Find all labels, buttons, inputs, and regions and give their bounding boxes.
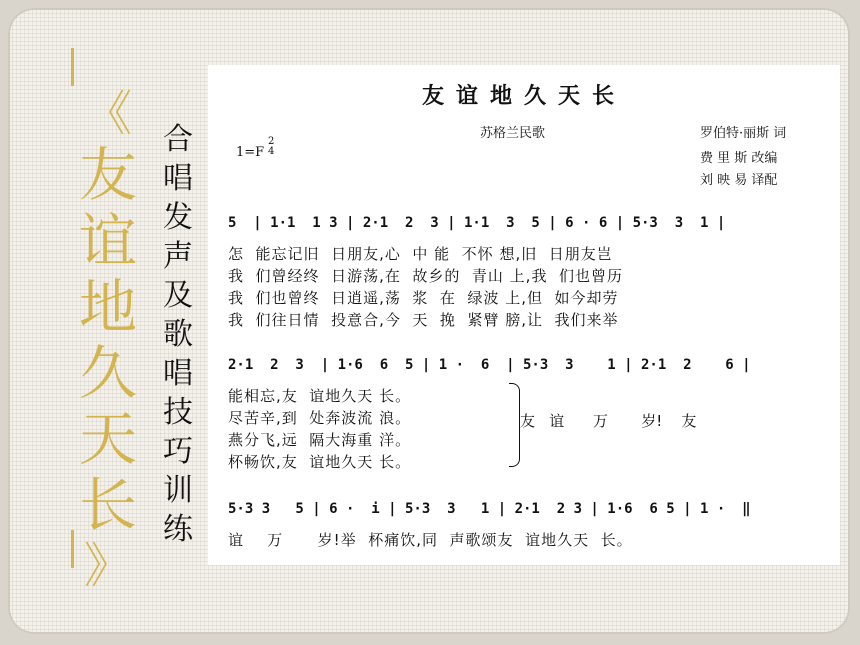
credit-translator: 刘 映 易 译配: [700, 173, 778, 188]
decorative-line-top: [71, 48, 74, 86]
time-top: 2: [268, 136, 275, 147]
subtitle-char: 及: [163, 278, 193, 313]
sheet-music: [208, 65, 840, 565]
lyrics-line-1-verse-4: 我 们往日情 投意合,今 天 挽 紧臂 膀,让 我们来举: [228, 311, 619, 329]
subtitle-char: 唱: [163, 161, 193, 196]
notation-line-3: 5·3 3 5 | 6 · i | 5·3 3 1 | 2·1 2 3 | 1·6 6 5 | 1 · ‖: [228, 501, 751, 517]
time-bottom: 4: [268, 146, 275, 157]
subtitle-char: 巧: [163, 434, 193, 469]
subtitle-char: 练: [163, 512, 193, 547]
song-origin: 苏格兰民歌: [480, 126, 546, 141]
notation-line-2: 2·1 2 3 | 1·6 6 5 | 1 · 6 | 5·3 3 1 | 2·1 2 6 |: [228, 357, 751, 373]
vertical-title: [72, 86, 144, 594]
subtitle-char: 训: [163, 473, 193, 508]
lyrics-line-2-verse-3: 燕分飞,远 隔大海重 洋。: [228, 431, 412, 449]
title-char: 地: [78, 273, 137, 341]
notation-line-1: 5 | 1·1 1 3 | 2·1 2 3 | 1·1 3 5 | 6 · 6 | 5·3 3 1 |: [228, 215, 726, 231]
title-char: 久: [78, 339, 137, 407]
title-char: 谊: [78, 207, 137, 275]
lyrics-line-1-verse-2: 我 们曾经终 日游荡,在 故乡的 青山 上,我 们也曾历: [228, 267, 623, 285]
title-char: 友: [78, 141, 137, 209]
lyrics-line-1-verse-1: 怎 能忘记旧 日朋友,心 中 能 不怀 想,旧 日朋友岂: [228, 245, 613, 263]
lyrics-line-3: 谊 万 岁!举 杯痛饮,同 声歌颂友 谊地久天 长。: [228, 531, 633, 549]
subtitle-char: 唱: [163, 356, 193, 391]
subtitle-char: 声: [163, 239, 193, 274]
chorus-lyrics: 友 谊 万 岁! 友: [520, 412, 697, 430]
subtitle-char: 合: [163, 122, 193, 157]
lyrics-line-2-verse-4: 杯畅饮,友 谊地久天 长。: [228, 453, 412, 471]
title-char: 》: [83, 538, 132, 594]
title-char: 长: [78, 471, 137, 539]
lyrics-line-2-verse-1: 能相忘,友 谊地久天 长。: [228, 387, 412, 405]
verse-brace: [509, 383, 520, 467]
score-title: 友谊地久天长: [421, 83, 626, 109]
vertical-subtitle: [158, 120, 198, 549]
key-signature: 1=F: [236, 145, 265, 160]
subtitle-char: 歌: [163, 317, 193, 352]
subtitle-char: 技: [163, 395, 193, 430]
time-signature: [268, 137, 274, 157]
credit-arranger: 费 里 斯 改编: [700, 151, 778, 166]
subtitle-char: 发: [163, 200, 193, 235]
lyrics-line-1-verse-3: 我 们也曾终 日逍遥,荡 浆 在 绿波 上,但 如今却劳: [228, 289, 619, 307]
lyrics-line-2-verse-2: 尽苦辛,到 处奔波流 浪。: [228, 409, 412, 427]
title-char: 天: [78, 405, 137, 473]
credit-lyricist: 罗伯特·丽斯 词: [700, 126, 787, 141]
title-char: 《: [83, 86, 132, 142]
